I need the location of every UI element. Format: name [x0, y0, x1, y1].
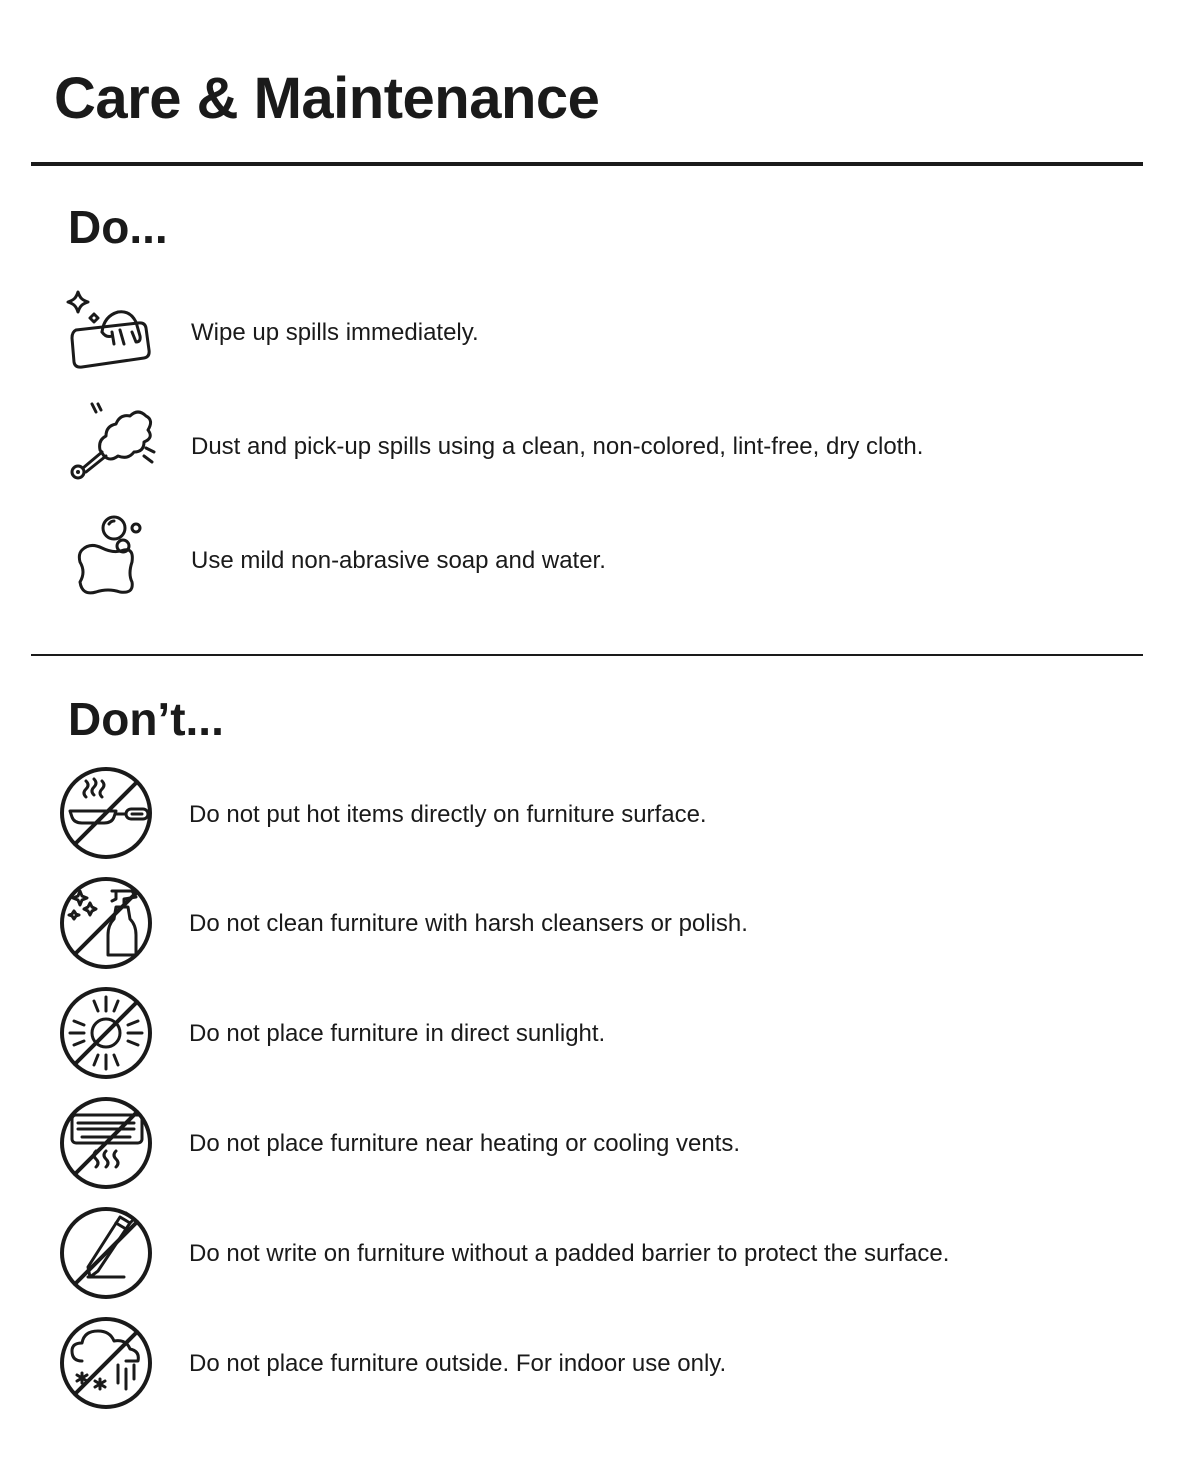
dont-item — [0, 767, 1200, 867]
title-divider — [31, 162, 1143, 166]
no-air-vent-icon — [60, 1097, 156, 1191]
page-title: Care & Maintenance — [54, 66, 600, 131]
no-outdoor-weather-icon — [60, 1317, 156, 1411]
no-spray-cleaner-icon — [60, 877, 156, 971]
do-item — [0, 400, 1200, 500]
dont-item-text: Do not place furniture in direct sunlight. — [189, 1020, 606, 1047]
dont-item-text: Do not place furniture near heating or cooling vents. — [189, 1130, 741, 1157]
dont-item-text: Do not place furniture outside. For indoor use only. — [189, 1350, 727, 1377]
no-pen-writing-icon — [60, 1207, 156, 1301]
dont-item-text: Do not put hot items directly on furniture surface. — [189, 801, 707, 828]
dont-item — [0, 1097, 1200, 1197]
hand-wipe-icon — [62, 288, 158, 378]
no-sunlight-icon — [60, 987, 156, 1081]
dont-item — [0, 877, 1200, 977]
do-heading: Do... — [68, 201, 168, 253]
section-divider — [31, 654, 1143, 656]
dont-item-text: Do not clean furniture with harsh cleansers or polish. — [189, 910, 748, 937]
dont-item — [0, 1317, 1200, 1417]
do-item — [0, 288, 1200, 388]
feather-duster-icon — [62, 400, 158, 490]
do-item — [0, 512, 1200, 612]
do-item-text: Dust and pick-up spills using a clean, non-colored, lint-free, dry cloth. — [191, 433, 924, 460]
do-item-text: Use mild non-abrasive soap and water. — [191, 547, 606, 574]
do-item-text: Wipe up spills immediately. — [191, 319, 479, 346]
no-hot-pan-icon — [60, 767, 156, 861]
dont-item-text: Do not write on furniture without a padded barrier to protect the surface. — [189, 1240, 950, 1267]
dont-heading: Don’t... — [68, 693, 224, 745]
dont-item — [0, 1207, 1200, 1307]
soap-bubbles-icon — [62, 512, 158, 602]
dont-item — [0, 987, 1200, 1087]
